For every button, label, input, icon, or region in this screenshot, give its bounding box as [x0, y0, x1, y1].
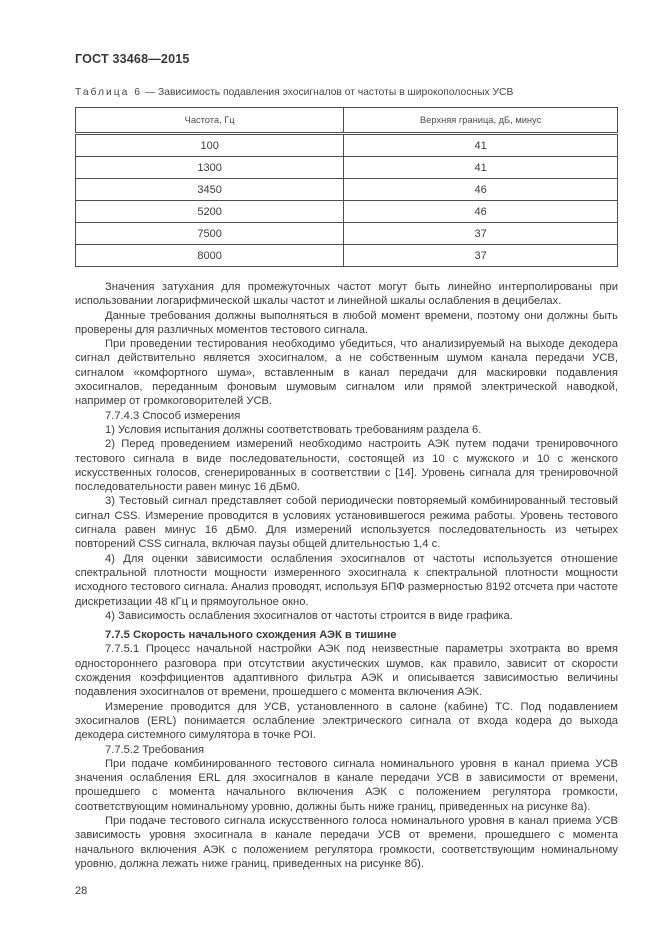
frequency-attenuation-table [75, 107, 618, 267]
paragraph-requirements-check: Данные требования должны выполняться в любой момент времени, поэтому они должны быть проверены для различных моментов тестового сигнала. [75, 309, 618, 336]
table-row [76, 201, 618, 223]
cell-frequency: 5200 [76, 201, 344, 223]
cell-limit: 37 [344, 223, 618, 245]
heading-7-7-5: 7.7.5 Скорость начального схождения АЭК в тишине [105, 629, 397, 642]
table-row [76, 223, 618, 245]
list-item-4-graph: 4) Зависимость ослабления эхосигналов от частоты строится в виде графика. [105, 609, 513, 622]
cell-frequency: 8000 [76, 245, 344, 267]
cell-limit: 37 [344, 245, 618, 267]
list-item-4: 4) Для оценки зависимости ослабления эхосигналов от частоты используется отношение спектральной плотности мощности измеренного эхосигнала к спектральной плотности мощности исходного тестового сигнала. Анализ проводят, используя БПФ размерностью 8192 отсчета при частоте дискретизации 48 кГц и прямоугольное окно. [75, 552, 618, 608]
table-row [76, 157, 618, 179]
body-text [75, 280, 618, 871]
table-caption [75, 87, 618, 98]
cell-limit: 41 [344, 157, 618, 179]
table-row [76, 179, 618, 201]
column-header-upper-limit: Верхняя граница, дБ, минус [344, 108, 618, 134]
cell-frequency: 100 [76, 134, 344, 157]
table-row [76, 134, 618, 157]
list-item-3: 3) Тестовый сигнал представляет собой периодически повторяемый комбинированный тестовый сигнал CSS. Измерение проводится в условиях установившегося режима работы. Уровень тестового сигнала равен минус 16 дБм0. Для измерений используется последовательность из четырех повторений CSS сигнала, включая паузы общей длительностью 1,4 с. [75, 495, 618, 551]
document-title: ГОСТ 33468—2015 [75, 52, 190, 66]
heading-7-7-4-3: 7.7.4.3 Способ измерения [105, 409, 241, 422]
cell-limit: 46 [344, 201, 618, 223]
cell-limit: 41 [344, 134, 618, 157]
paragraph-testing-verification: При проведении тестирования необходимо убедиться, что анализируемый на выходе декодера сигнал действительно является эхосигналом, а не собственным шумом канала передачи УСВ, сигналом «комфортного шума», вставленным в канал передачи для маскировки подавления эхосигналов, переданным фоновым шумовым сигналом или прямой электрической наводкой, например от громкоговорителей УСВ. [75, 338, 618, 408]
cell-frequency: 3450 [76, 179, 344, 201]
page-content [75, 52, 618, 897]
paragraph-measurement-poi: Измерение проводится для УСВ, установленного в салоне (кабине) ТС. Под подавлением эхосигналов (ERL) понимается ослабление электрического сигнала от входа кодера до выхода декодера системного симулятора в точке POI. [75, 700, 618, 742]
heading-7-7-5-2: 7.7.5.2 Требования [105, 743, 204, 756]
paragraph-requirement-figure-8a: При подаче комбинированного тестового сигнала номинального уровня в канал приема УСВ значения ослабления ERL для эхосигналов в канале передачи УСВ в зависимости от времени, прошедшего с момента начального включения АЭК с положением регулятора громкости, соответствующим номинальному уровню, должны быть ниже границ, приведенных на рисунке 8а). [75, 757, 618, 813]
list-item-2: 2) Перед проведением измерений необходимо настроить АЭК путем подачи тренировочного тестового сигнала в виде последовательности, состоящей из 10 с мужского и 10 с женского искусственных голосов, сгенерированных в соответствии с [14]. Уровень сигнала для тренировочной последовательности равен минус 16 дБм0. [75, 438, 618, 494]
page-number: 28 [75, 885, 88, 898]
table-caption-text: — Зависимость подавления эхосигналов от частоты в широкополосных УСВ [144, 87, 514, 98]
list-item-1: 1) Условия испытания должны соответствовать требованиям раздела 6. [105, 423, 482, 436]
cell-frequency: 1300 [76, 157, 344, 179]
cell-limit: 46 [344, 179, 618, 201]
cell-frequency: 7500 [76, 223, 344, 245]
table-header-row [76, 108, 618, 134]
table-caption-label: Таблица 6 [75, 87, 142, 98]
table-row [76, 245, 618, 267]
paragraph-interpolation-note: Значения затухания для промежуточных частот могут быть линейно интерполированы при использовании логарифмической шкалы частот и линейной шкалы ослабления в децибелах. [75, 281, 618, 308]
paragraph-7-7-5-1: 7.7.5.1 Процесс начальной настройки АЭК под неизвестные параметры эхотракта во время одностороннего разговора при отсутствии акустических шумов, как правило, зависит от скорости схождения коэффициентов адаптивного фильтра АЭК и описывается зависимостью величины подавления эхосигналов от времени, прошедшего с момента включения АЭК. [75, 643, 618, 699]
column-header-frequency: Частота, Гц [76, 108, 344, 134]
paragraph-requirement-figure-8b: При подаче тестового сигнала искусственного голоса номинального уровня в канал приема УСВ зависимость уровня эхосигнала в канале передачи УСВ от времени, прошедшего с момента начального включения АЭК с положением регулятора громкости, соответствующим номинальному уровню, должна лежать ниже границ, приведенных на рисунке 8б). [75, 814, 618, 870]
